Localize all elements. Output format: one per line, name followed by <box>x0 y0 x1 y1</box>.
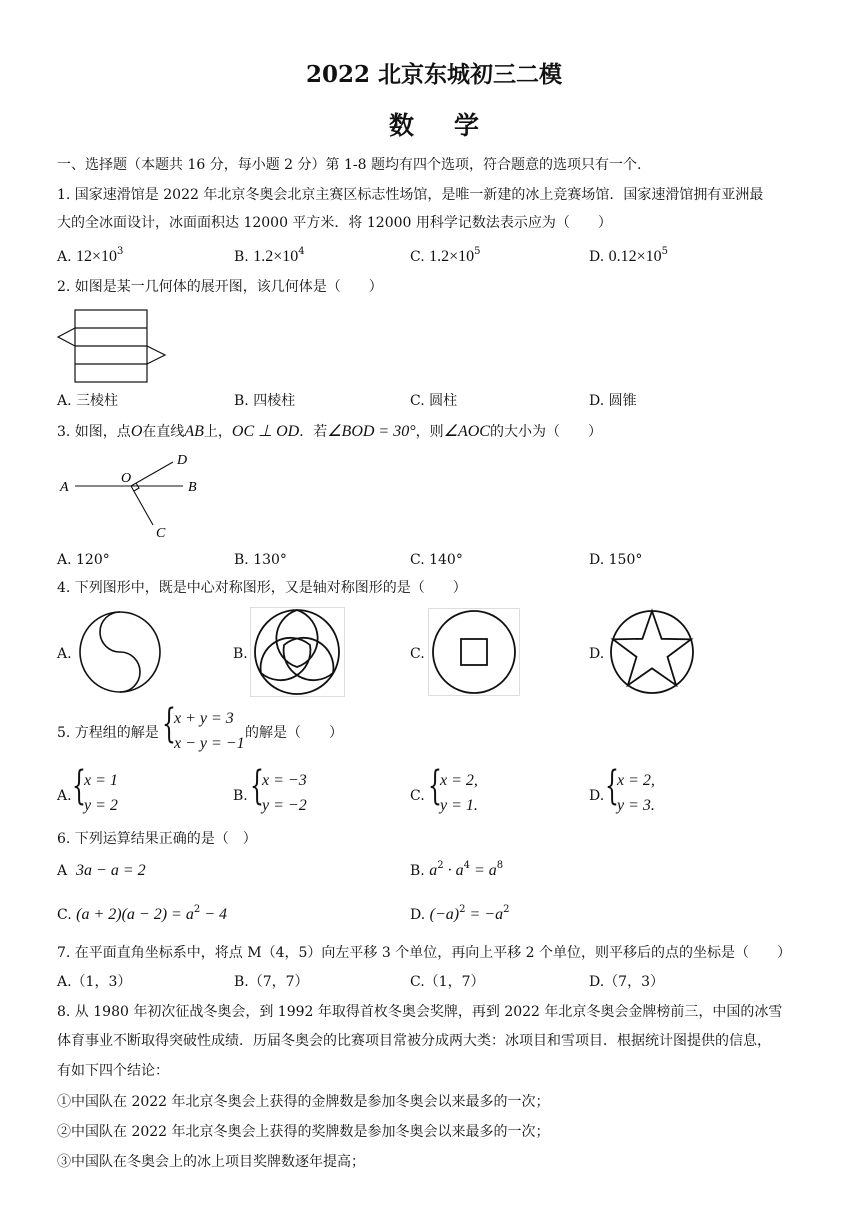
q5-option-d-row1: x = 2, <box>617 772 655 789</box>
section-heading: 一、选择题（本题共 16 分，每小题 2 分）第 1-8 题均有四个选项，符合题意的选项只有一个. <box>57 157 642 173</box>
q3-option-b: B. 130° <box>234 552 287 568</box>
q2-stem: 2. 如图是某一几何体的展开图，该几何体是（ ） <box>57 279 383 295</box>
q5-option-b-brace: { <box>250 763 264 809</box>
q5-option-c-row1: x = 2, <box>440 772 478 789</box>
label-o: O <box>121 471 132 486</box>
page-title: 2022 北京东城初三二模 <box>305 61 563 88</box>
label-a: A <box>60 480 69 495</box>
q5-option-d <box>605 763 685 816</box>
q7-option-d: D.（7，3） <box>589 974 664 990</box>
label-c: C <box>156 526 166 541</box>
q5-option-b-row2: y = −2 <box>262 797 307 814</box>
q8-stem-line2: 体育事业不断取得突破性成绩．历届冬奥会的比赛项目常被分成两大类：冰项目和雪项目．根据统计图提供的信息， <box>57 1033 771 1049</box>
q8-stem-line1: 8. 从 1980 年初次征战冬奥会，到 1992 年取得首枚冬奥会奖牌，再到 2022 年北京冬奥会金牌榜前三，中国的冰雪 <box>57 1004 783 1020</box>
q5-brace: { <box>162 701 176 747</box>
q5-option-a-row2: y = 2 <box>84 797 118 814</box>
q7-stem: 7. 在平面直角坐标系中，将点 M（4，5）向左平移 3 个单位，再向上平移 2 个单位，则平移后的点的坐标是（ ） <box>57 945 792 961</box>
q5-option-a-brace: { <box>72 763 86 809</box>
q7-option-c: C.（1，7） <box>410 974 485 990</box>
q5-option-d-brace: { <box>605 763 619 809</box>
q2-option-d: D. 圆锥 <box>589 393 637 409</box>
subject-title: 数学 <box>388 111 519 140</box>
q3-option-d: D. 150° <box>589 552 643 568</box>
q2-option-a: A. 三棱柱 <box>57 393 119 409</box>
q3-stem: 3. 如图，点O在直线AB上，OC ⊥ OD．若∠BOD = 30°，则∠AOC的大小为（ ） <box>57 423 602 440</box>
q4-option-c-label: C. <box>410 646 425 662</box>
q5-stem-a: 5. 方程组的解是 <box>57 725 159 741</box>
q5-option-c-letter: C. <box>410 788 425 804</box>
q8-conclusion-2: ②中国队在 2022 年北京冬奥会上获得的奖牌数是参加冬奥会以来最多的一次； <box>57 1124 550 1140</box>
q5-option-a <box>72 763 152 816</box>
q5-option-c-brace: { <box>428 763 442 809</box>
q5-option-d-letter: D. <box>589 788 605 804</box>
q6-option-b: B. $a^2 \cdot a^4 = a^8$ <box>410 860 504 879</box>
label-d: D <box>177 453 188 468</box>
q4-stem: 4. 下列图形中，既是中心对称图形，又是轴对称图形的是（ ） <box>57 580 467 596</box>
q5-eq2: x − y = −1 <box>174 735 245 752</box>
three-arcs-circle-figure <box>250 607 345 697</box>
q2-option-b: B. 四棱柱 <box>234 393 296 409</box>
q1-stem-line1: 1. 国家速滑馆是 2022 年北京冬奥会北京主赛区标志性场馆，是唯一新建的冰上竞赛场馆．国家速滑馆拥有亚洲最 <box>57 187 764 203</box>
q5-equation-system <box>162 701 252 754</box>
q5-eq1: x + y = 3 <box>174 710 234 727</box>
yin-yang-figure <box>78 610 162 694</box>
q8-stem-line3: 有如下四个结论： <box>57 1063 169 1079</box>
q4-option-d-label: D. <box>589 646 605 662</box>
q1-option-d: D. $0.12\times 10^5$ <box>589 246 669 265</box>
q1-stem-line2: 大的全冰面设计，冰面面积达 12000 平方米．将 12000 用科学记数法表示应为（ ） <box>57 215 612 231</box>
q6-stem: 6. 下列运算结果正确的是（ ） <box>57 831 257 847</box>
q5-option-b <box>250 763 330 816</box>
q5-option-b-row1: x = −3 <box>262 772 307 789</box>
label-b: B <box>188 480 197 495</box>
angle-figure <box>55 450 215 545</box>
q3-option-c: C. 140° <box>410 552 463 568</box>
q8-conclusion-3: ③中国队在冬奥会上的冰上项目奖牌数逐年提高； <box>57 1154 365 1170</box>
star-in-circle-figure <box>609 609 695 695</box>
q5-option-b-letter: B. <box>233 788 248 804</box>
coin-square-figure <box>428 608 520 696</box>
q6-option-c: C. $(a + 2)(a - 2) = a^2 - 4$ <box>57 904 227 923</box>
q6-option-a: A 3a − a = 2 <box>57 862 146 879</box>
q7-option-b: B.（7，7） <box>234 974 309 990</box>
q5-option-c <box>428 763 508 816</box>
q1-option-a: A. $12\times 10^3$ <box>57 246 124 265</box>
q5-option-a-row1: x = 1 <box>84 772 118 789</box>
q4-option-a-label: A. <box>57 646 72 662</box>
q2-option-c: C. 圆柱 <box>410 393 458 409</box>
q5-option-c-row2: y = 1. <box>440 797 478 814</box>
q5-stem-b: 的解是（ ） <box>245 725 343 741</box>
q1-option-c: C. $1.2\times 10^5$ <box>410 246 481 265</box>
q5-option-a-letter: A. <box>57 788 72 804</box>
q6-option-d: D. $(-a)^2 = -a^2$ <box>410 904 510 923</box>
q4-option-b-label: B. <box>233 646 248 662</box>
q3-option-a: A. 120° <box>57 552 110 568</box>
prism-net-figure <box>55 309 170 384</box>
q1-option-b: B. $1.2\times 10^4$ <box>234 246 305 265</box>
q8-conclusion-1: ①中国队在 2022 年北京冬奥会上获得的金牌数是参加冬奥会以来最多的一次； <box>57 1094 550 1110</box>
q5-option-d-row2: y = 3. <box>617 797 655 814</box>
q7-option-a: A.（1，3） <box>57 974 132 990</box>
